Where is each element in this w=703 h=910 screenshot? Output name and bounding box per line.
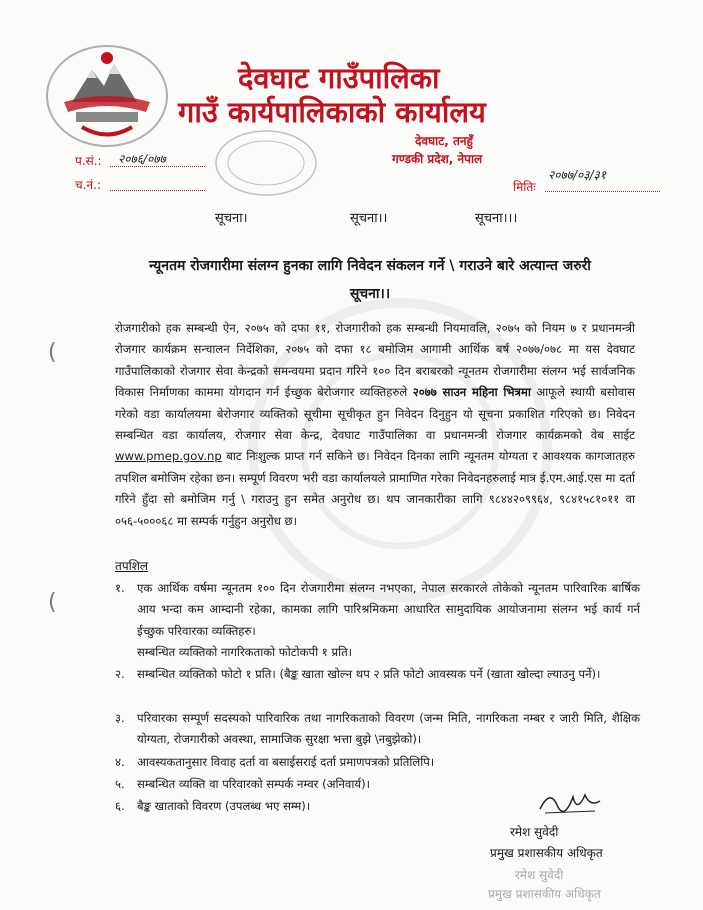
office-subtitle: गाउँ कार्यपालिकाको कार्यालय [178,95,486,129]
item-text [137,578,640,664]
notice-label-3: सूचना।।। [475,211,518,226]
cn-label: च.नं.: [75,178,101,192]
notice-label-2: सूचना।। [350,211,388,226]
list-item [115,578,640,664]
office-stamp-icon [206,128,326,198]
heading-line-1: न्यूनतम रोजगारीमा संलग्न हुनका लागि निवेदन संकलन गर्ने \ गराउने बारे अत्यान्त जरुरी [149,258,591,274]
signatory-stamp-name: रमेश सुवेदी [515,868,564,882]
item-number: १. [115,581,125,595]
item-number: ६. [115,799,125,813]
body-part-2: आफूले स्थायी बसोवास गरेको वडा कार्यालयमा बेरोजगार व्यक्तिको सूचीमा सूचीकृत हुन निवेदन दिनुहुन यो सूचना प्रकाशित गरिएको छ। निवेदन सम्बन्धित वडा कार्यालय, रोजगार सेवा केन्द्र, देवघाट गाउँपालिका वा प्रधानमन्त्री रोजगार कार्यक्रमको वेब साईट [115,385,636,443]
ps-value: २०७६/०७७ [118,152,166,166]
list-item [115,708,640,752]
item-text: सम्बन्धित व्यक्तिको फोटो १ प्रति। (बैङ्क खाता खोल्न थप २ प्रति फोटो आवस्यक पर्ने (खाता खोल्दा ल्याउनु पर्ने)। [137,667,601,681]
notice-body [115,318,635,532]
website-link[interactable]: www.pmep.gov.np [115,449,222,464]
item-text-main: एक आर्थिक वर्षमा न्यूनतम १०० दिन रोजगारीमा संलग्न नभएका, नेपाल सरकारले तोकेको न्यूनतम पारिवारिक बार्षिक आय भन्दा कम आम्दानी रहेका, कामका लागि पारिश्रमिकमा आधारित सामुदायिक आयोजनामा संलग्न भई कार्य गर्न ईच्छुक परिवारका व्यक्तिहरु। [137,581,640,638]
item-number: ४. [115,755,125,769]
office-location: देवघाट, तनहुँ [415,134,473,148]
body-part-1: रोजगारीको हक सम्बन्धी ऐन, २०७५ को दफा ११, रोजगारीको हक सम्बन्धी नियमावलि, २०७५ को नियम ७ र प्रधानमन्त्री रोजगार कार्यक्रम सन्चालन निर्देशिका, २०७५ को दफा १८ बमोजिम आगामी आर्थिक बर्ष २०७७/०७८ मा यस देवघाट गाउँपालिकाको रोजगार सेवा केन्द्रको समन्वयमा प्रदान गरिने १०० दिन बराबरको न्यूनतम रोजगारीमा संलग्न भई सार्वजनिक विकास निर्माणका काममा योगदान गर्न ईच्छुक बेरोजगार व्यक्तिहरुले [115,321,635,400]
notice-label-1: सूचना। [215,211,248,226]
body-deadline: २०७७ साउन महिना भित्रमा [412,385,531,400]
item-text-extra: सम्बन्धित व्यक्तिको नागरिकताको फोटोकपी १ प्रति। [137,645,353,660]
heading-line-2: सूचना।। [349,286,391,302]
item-number: ३. [115,711,125,725]
signature-icon [535,787,605,817]
list-item [115,664,640,708]
tapsil-heading: तपशिल [115,559,149,573]
signatory-stamp-title: प्रमुख प्रशासकीय अधिकृत [488,887,601,901]
notice-heading [110,252,630,308]
body-part-3: बाट निःशुल्क प्राप्त गर्न सकिने छ। निवेदन दिनका लागि न्यूनतम योग्यता र आवश्यक कागजातहरु तपशिल बमोजिम रहेका छन। सम्पूर्ण विवरण भरी वडा कार्यालयले प्रामाणित गरेका निवेदनहरुलाई मात्र ई.एम.आई.एस मा दर्ता गरिने हुँदा सो बमोजिम गर्नु \ गराउनु हुन समेत अनुरोध छ। थप जानकारीका लागि ९८४४२०९९६४, ९८४१५८१०११ वा ०५६-५०००६८ मा सम्पर्क गर्नुहुन अनुरोध छ। [115,449,635,528]
signatory-title: प्रमुख प्रशासकीय अधिकृत [490,846,603,860]
item-text: परिवारका सम्पूर्ण सदस्यको पारिवारिक तथा नागरिकताको विवरण (जन्म मिति, नागरिकता नम्बर र जारी मिति, शैक्षिक योग्यता, रोजगारीको अवस्था, सामाजिक सुरक्षा भत्ता बुझे \नबुझेको)। [137,711,640,747]
date-value: २०७७/०३/३१ [548,168,607,182]
item-text: सम्बन्धित व्यक्ति वा परिवारको सम्पर्क नम्वर (अनिवार्य)। [137,777,371,791]
punch-hole-mark: ( [48,340,57,365]
office-title: देवघाट गाउँपालिका [238,61,440,95]
cn-dotted-line [110,190,205,191]
item-text: बैङ्क खाताको विवरण (उपलब्ध भए सम्म)। [137,799,311,813]
office-province: गण्डकी प्रदेश, नेपाल [392,152,483,166]
item-number: ५. [115,777,125,791]
nepal-emblem-icon [42,42,172,150]
signatory-name: रमेश सुवेदी [510,825,559,839]
item-number: २. [115,667,125,681]
date-label: मितिः [513,180,536,194]
list-item [115,752,640,774]
ps-label: प.सं.: [75,154,102,168]
punch-hole-mark: ( [48,590,57,615]
date-dotted-line [545,191,660,192]
item-text: आवस्यकतानुसार विवाह दर्ता वा बसाईसराई दर्ता प्रमाणपत्रको प्रतिलिपि। [137,755,435,769]
